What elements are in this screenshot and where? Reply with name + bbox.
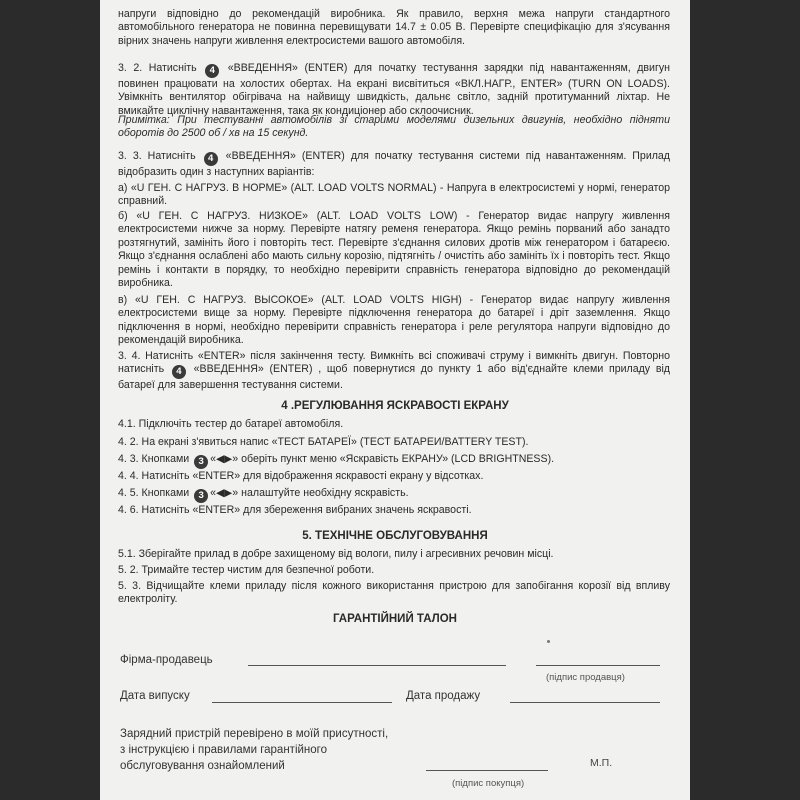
paragraph-note: Примітка: При тестуванні автомобілів зі старими моделями дизельних двигунів, необхідно підняти оборотів до 2500 об / хв на 15 секунд. xyxy=(118,114,670,140)
label-release-date: Дата випуску xyxy=(120,690,190,702)
text-3-4-start: 3. 4. Натисніть «ENTER» після закінчення тесту. Вимкніть всі споживачі струму і вимкніть двигун. Повторно натисніть xyxy=(118,350,670,376)
field-sale-date[interactable] xyxy=(510,702,660,703)
field-release-date[interactable] xyxy=(212,702,392,703)
paragraph-variant-b: б) «U ГЕН. С НАГРУЗ. НИЗКОЕ» (ALT. LOAD VOLTS LOW) - Генератор видає напругу живлення електросистеми нижче за норму. Перевірте натягу ременя генератора. Якщо ремінь порваний або занадто розтягнутий, замініть його і повторіть тест. Перевірте з'єднання силових дротів між генератором і батареєю. Якщо з'єднання ослаблені або мають сильну корозію, підтягніть / очистіть або замініть їх і повторіть тест. Якщо ремінь і контакти в порядку, то необхідно перевірити справність генератора відповідно до рекомендацій виробника. xyxy=(118,210,670,290)
paragraph-variant-c: в) «U ГЕН. С НАГРУЗ. ВЫСОКОЕ» (ALT. LOAD VOLTS HIGH) - Генератор видає напругу живлення електросистеми вище за норму. Перевірте підключення генератора до батареї і дріт заземлення. Якщо підключення в нормі, необхідно перевірити справність генератора і реле регулятора напруги відповідно до рекомендацій виробника. xyxy=(118,294,670,347)
text-3-4-rest: «ВВЕДЕННЯ» (ENTER) , щоб повернутися до пункту 1 або від'єднайте клеми приладу від батареї для завершення тестування системи. xyxy=(118,363,670,392)
heading-warranty: ГАРАНТІЙНИЙ ТАЛОН xyxy=(333,613,457,625)
button-4-icon: 4 xyxy=(204,152,218,166)
text-3-3-start: 3. 3. Натисніть xyxy=(118,150,196,162)
document-page xyxy=(100,0,690,800)
paragraph-voltage-spec: напруги відповідно до рекомендацій виробника. Як правило, верхня межа напруги стандартного автомобільного генератора не повинна перевищувати 14.7 ± 0.05 В. Перевірте специфікацію для з'ясування вірних значень напруги живлення електросистеми вашого автомобіля. xyxy=(118,8,670,47)
text-3-2-rest: «ВВЕДЕННЯ» (ENTER) для початку тестування зарядки під навантаженням, двигун повинен працювати на холостих обертах. На екрані висвітиться «ВКЛ.НАГР., ENTER» (TURN ON LOADS). Увімкніть вентилятор обігрівача на найвищу швидкість, дальнє світло, задній протитуманний ліхтар. Не вмикайте циклічну навантаження, така як кондиціонер або склоочисник. xyxy=(118,62,670,117)
paragraph-5-1: 5.1. Зберігайте прилад в добре захищеному від вологи, пилу і агресивних речовин місці. xyxy=(118,548,554,560)
confirm-line-2: з інструкцією і правилами гарантійного xyxy=(120,744,328,756)
paragraph-5-2: 5. 2. Тримайте тестер чистим для безпечної роботи. xyxy=(118,564,375,576)
heading-section-4: 4 .РЕГУЛЮВАННЯ ЯСКРАВОСТІ ЕКРАНУ xyxy=(281,400,509,412)
confirm-line-1: Зарядний пристрій перевірено в моїй присутності, xyxy=(120,728,389,740)
heading-section-5: 5. ТЕХНІЧНЕ ОБСЛУГОВУВАННЯ xyxy=(302,530,488,542)
paragraph-3-2 xyxy=(118,62,670,118)
text-4-3-rest: «◀▶» оберіть пункт меню «Яскравість ЕКРАНУ» (LCD BRIGHTNESS). xyxy=(210,453,555,465)
paragraph-5-3: 5. 3. Відчищайте клеми приладу після кожного використання пристрою для запобігання корозії від впливу електроліту. xyxy=(118,580,670,606)
text-4-3-start: 4. 3. Кнопками xyxy=(118,453,190,465)
paragraph-4-6: 4. 6. Натисніть «ENTER» для збереження вибраних значень яскравості. xyxy=(118,504,472,516)
scan-dot xyxy=(547,640,550,643)
text-3-3-rest: «ВВЕДЕННЯ» (ENTER) для початку тестування системи під навантаженням. Прилад відобразить один з наступних варіантів: xyxy=(118,150,670,178)
field-seller-signature[interactable] xyxy=(536,665,660,666)
paragraph-4-5 xyxy=(118,487,670,503)
button-3-icon: 3 xyxy=(194,489,208,503)
hint-seller-signature: (підпис продавця) xyxy=(546,672,625,683)
paragraph-3-4 xyxy=(118,350,670,393)
hint-buyer-signature: (підпис покупця) xyxy=(452,778,525,789)
paragraph-4-4: 4. 4. Натисніть «ENTER» для відображення яскравості екрану у відсотках. xyxy=(118,470,484,482)
field-buyer-signature[interactable] xyxy=(426,770,548,771)
button-4-icon: 4 xyxy=(205,64,219,78)
paragraph-variant-a: а) «U ГЕН. С НАГРУЗ. В НОРМЕ» (ALT. LOAD VOLTS NORMAL) - Напруга в електросистемі у нормі, генератор справний. xyxy=(118,182,670,208)
text-3-2-start: 3. 2. Натисніть xyxy=(118,62,197,74)
text-4-5-rest: «◀▶» налаштуйте необхідну яскравість. xyxy=(210,487,409,499)
text-4-5-start: 4. 5. Кнопками xyxy=(118,487,190,499)
field-seller-firm[interactable] xyxy=(248,665,506,666)
label-sale-date: Дата продажу xyxy=(406,690,481,702)
paragraph-4-3 xyxy=(118,453,670,469)
confirm-line-3: обслуговування ознайомлений xyxy=(120,760,285,772)
paragraph-4-1: 4.1. Підключіть тестер до батареї автомобіля. xyxy=(118,418,344,430)
paragraph-3-3 xyxy=(118,150,670,179)
button-3-icon: 3 xyxy=(194,455,208,469)
label-seller-firm: Фірма-продавець xyxy=(120,654,213,666)
paragraph-4-2: 4. 2. На екрані з'явиться напис «ТЕСТ БАТАРЕЇ» (ТЕСТ БАТАРЕИ/BATTERY TEST). xyxy=(118,436,529,448)
button-4-icon: 4 xyxy=(172,365,186,379)
stamp-place: М.П. xyxy=(590,757,613,769)
